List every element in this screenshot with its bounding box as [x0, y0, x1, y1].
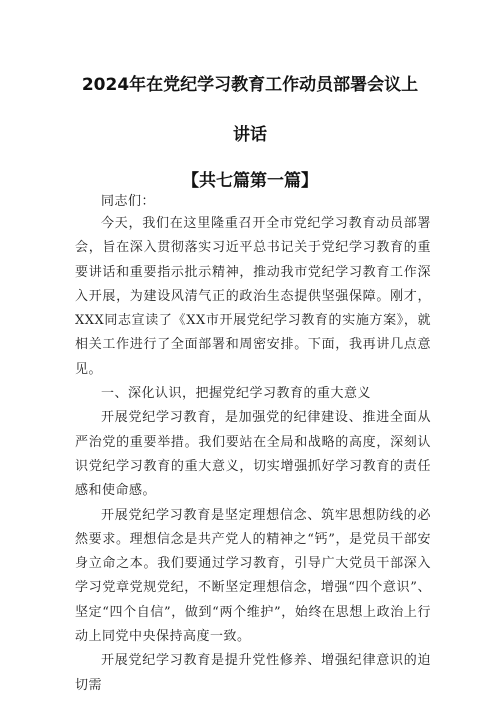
document-title-line1: 2024年在党纪学习教育工作动员部署会议上 — [81, 75, 419, 95]
paragraph-1: 今天，我们在这里隆重召开全市党纪学习教育动员部署会，旨在深入贯彻落实习近平总书记关于党纪学习教育的重要讲话和重要指示批示精神，推动我市党纪学习教育工作深入开展，为建设风清气正的政治生态提供坚强保障。刚才，XXX同志宣读了《XX市开展党纪学习教育的实施方案》，就相关工作进行了全面部署和周密安排。下面，我再讲几点意见。 — [75, 216, 431, 377]
paragraph-2: 开展党纪学习教育，是加强党的纪律建设、推进全面从严治党的重要举措。我们要站在全局和战略的高度，深刻认识党纪学习教育的重大意义，切实增强抓好学习教育的责任感和使命感。 — [75, 410, 431, 499]
document-subtitle: 【共七篇第一篇】 — [182, 171, 318, 191]
greeting: 同志们： — [101, 194, 156, 209]
paragraph-4: 开展党纪学习教育是提升党性修养、增强纪律意识的迫切需 — [75, 653, 431, 693]
paragraph-3: 开展党纪学习教育是坚定理想信念、筑牢思想防线的必然要求。理想信念是共产党人的精神之“钙”，是党员干部安身立命之本。我们要通过学习教育，引导广大党员干部深入学习党章党规党纪，不断坚定理想信念，增强“四个意识”、坚定“四个自信”，做到“两个维护”，始终在思想上政治上行动上同党中央保持高度一致。 — [75, 507, 431, 645]
document-title-line2: 讲话 — [233, 125, 267, 145]
section-heading-1: 一、深化认识，把握党纪学习教育的重大意义 — [101, 386, 372, 402]
document-body — [75, 212, 431, 698]
